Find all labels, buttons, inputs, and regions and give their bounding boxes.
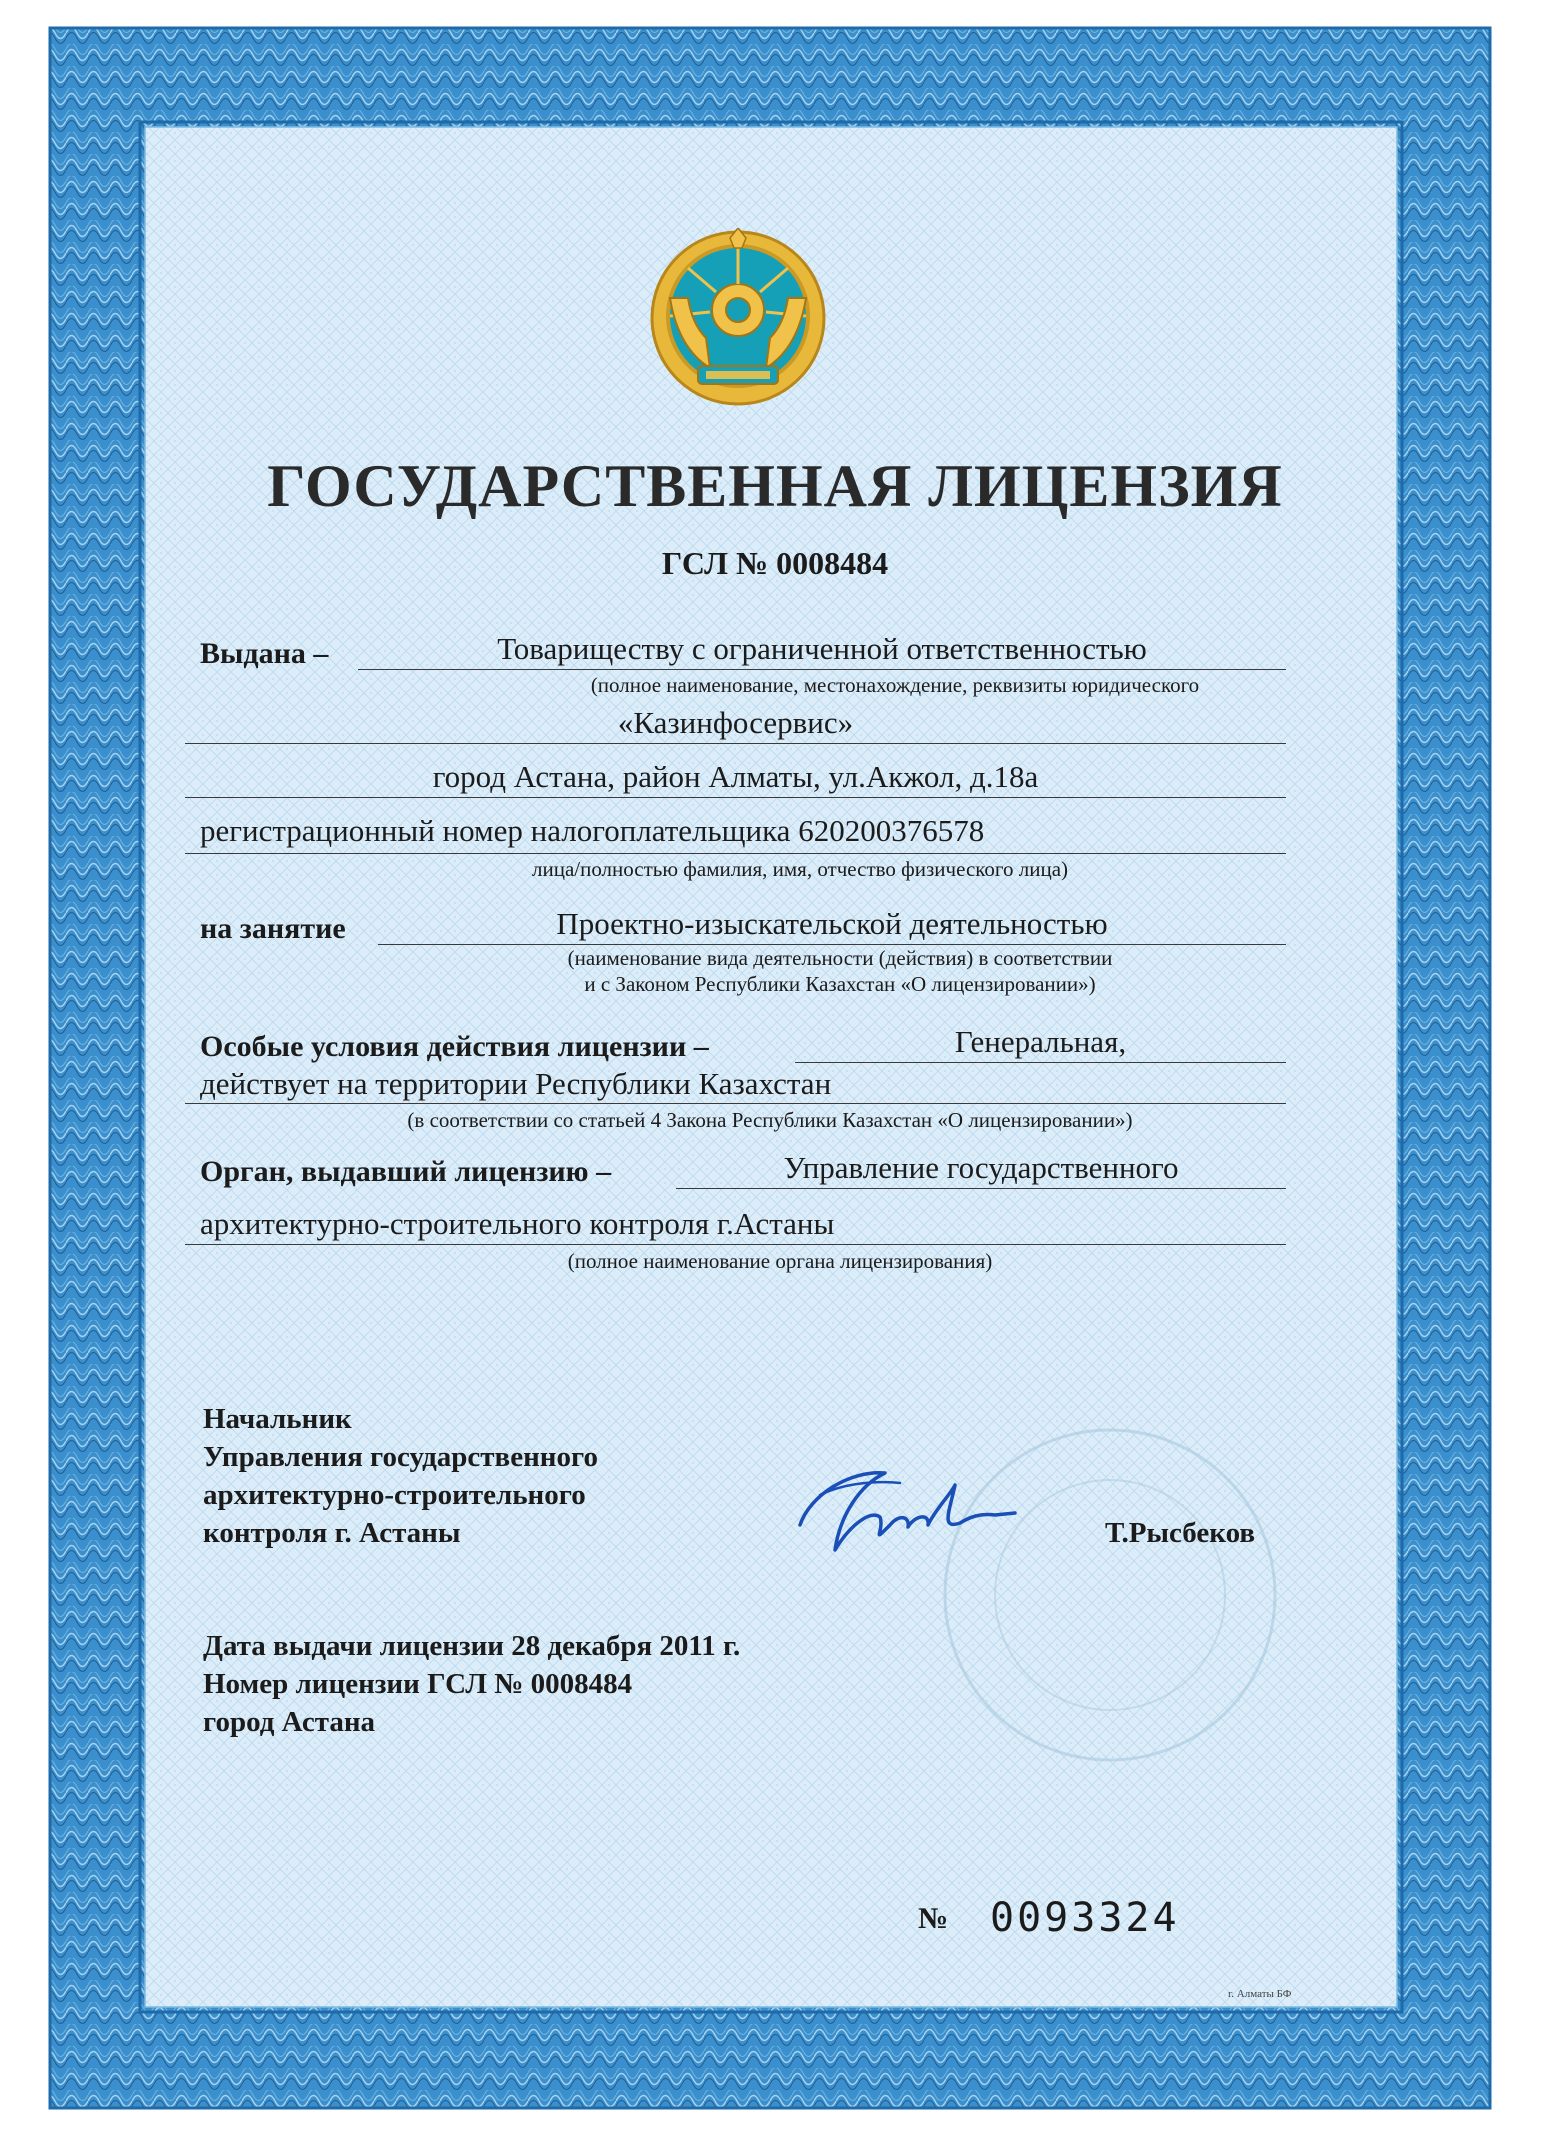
conditions-territory: действует на территории Республики Казахстан [200, 1066, 832, 1101]
conditions-note: (в соответствии со статьей 4 Закона Республики Казахстан «О лицензировании») [407, 1108, 1133, 1132]
issued-to-value: Товариществу с ограниченной ответственностью [497, 631, 1147, 666]
issued-to-line-1 [358, 669, 1286, 670]
signature [790, 1455, 1020, 1575]
issued-to-note-1: (полное наименование, местонахождение, реквизиты юридического [590, 673, 1200, 697]
conditions-line-1 [795, 1062, 1286, 1063]
conditions-label: Особые условия действия лицензии – [200, 1030, 709, 1063]
tax-id: регистрационный номер налогоплательщика 620200376578 [200, 813, 985, 848]
activity-line [378, 944, 1286, 945]
issue-date: Дата выдачи лицензии 28 декабря 2011 г. [203, 1630, 741, 1662]
license-number: Номер лицензии ГСЛ № 0008484 [203, 1668, 633, 1700]
company-name: «Казинфосервис» [617, 705, 854, 740]
activity-note-1: (наименование вида деятельности (действия) в соответствии [567, 946, 1113, 970]
conditions-line-2 [185, 1103, 1286, 1104]
company-name-line [185, 743, 1286, 744]
authority-note: (полное наименование органа лицензирования) [567, 1249, 993, 1273]
company-address: город Астана, район Алматы, ул.Акжол, д.18а [432, 759, 1039, 794]
license-id: ГСЛ № 0008484 [661, 545, 889, 581]
authority-line-1 [676, 1188, 1286, 1189]
page-title: ГОСУДАРСТВЕННАЯ ЛИЦЕНЗИЯ [267, 453, 1283, 519]
tax-id-line [185, 853, 1286, 854]
activity-value: Проектно-изыскательской деятельностью [556, 906, 1108, 941]
signatory-title-3: архитектурно-строительного [203, 1479, 586, 1511]
authority-line-2 [185, 1244, 1286, 1245]
issued-to-note-2: лица/полностью фамилия, имя, отчество физического лица) [531, 857, 1069, 881]
serial-no-sign: № [918, 1902, 949, 1935]
signatory-title-1: Начальник [203, 1403, 352, 1435]
signatory-name: Т.Рысбеков [1105, 1517, 1256, 1549]
conditions-value: Генеральная, [954, 1024, 1127, 1059]
printer-mark: г. Алматы БФ [1228, 1988, 1292, 2000]
authority-value-line-2: архитектурно-строительного контроля г.Астаны [200, 1206, 835, 1241]
authority-value: Управление государственного [783, 1150, 1179, 1185]
signatory-title-4: контроля г. Астаны [203, 1517, 461, 1549]
signatory-title-2: Управления государственного [203, 1441, 598, 1473]
issued-to-label: Выдана – [200, 637, 329, 670]
serial-number: 0093324 [990, 1895, 1180, 1941]
activity-label: на занятие [200, 912, 346, 945]
issue-city: город Астана [203, 1706, 376, 1738]
authority-label: Орган, выдавший лицензию – [200, 1155, 612, 1188]
activity-note-2: и с Законом Республики Казахстан «О лицензировании») [584, 972, 1096, 996]
address-line [185, 797, 1286, 798]
